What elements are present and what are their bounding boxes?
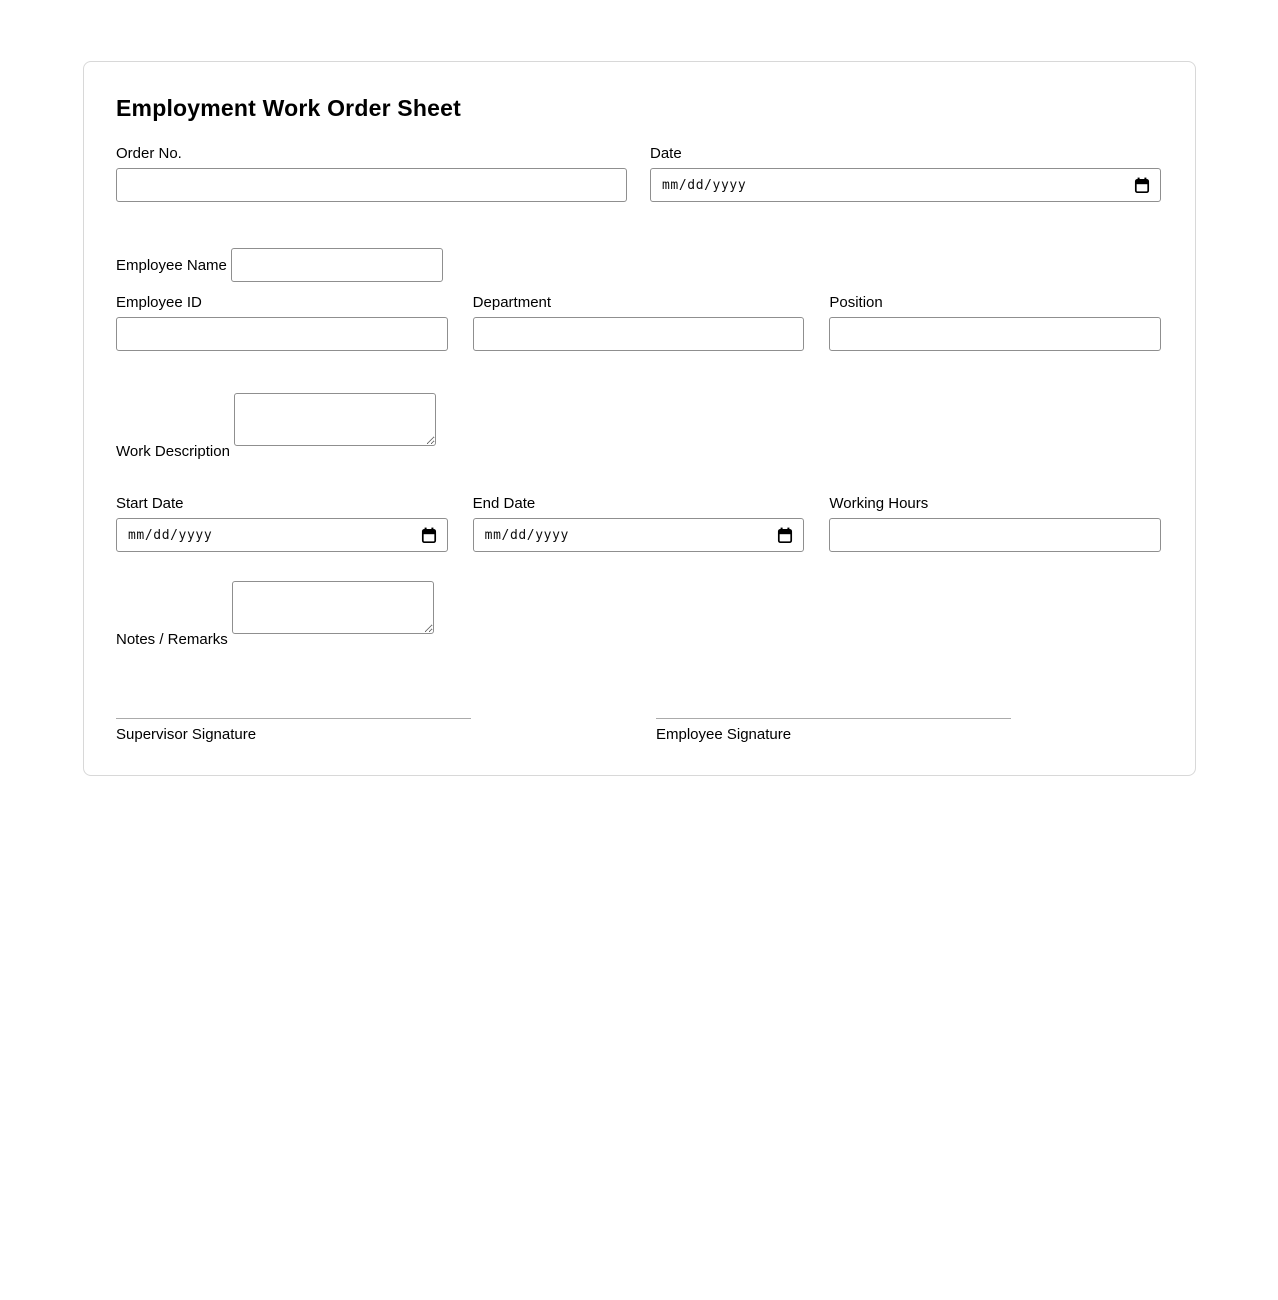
date-label: Date <box>650 145 682 163</box>
employee-name-input[interactable] <box>231 248 443 282</box>
employee-name-label: Employee Name <box>116 256 227 274</box>
calendar-icon[interactable] <box>1134 177 1150 194</box>
order-date-row <box>116 145 1161 202</box>
order-no-label: Order No. <box>116 145 182 163</box>
start-date-label: Start Date <box>116 495 184 513</box>
end-date-input[interactable] <box>473 518 805 552</box>
signatures-row <box>116 718 1161 743</box>
position-label: Position <box>829 294 883 312</box>
calendar-icon[interactable] <box>777 527 793 544</box>
employee-id-field-group <box>116 294 448 351</box>
date-field-group <box>650 145 1161 202</box>
notes-label: Notes / Remarks <box>116 631 228 649</box>
date-input[interactable] <box>650 168 1161 202</box>
employee-id-label: Employee ID <box>116 294 202 312</box>
work-description-textarea[interactable] <box>234 393 436 446</box>
date-placeholder: mm/dd/yyyy <box>662 177 747 193</box>
position-field-group <box>829 294 1161 351</box>
work-description-row <box>116 393 1161 461</box>
work-order-form-card <box>83 61 1196 776</box>
start-date-field-group <box>116 495 448 552</box>
id-department-position-row <box>116 294 1161 351</box>
employee-name-row <box>116 248 1161 282</box>
order-no-field-group <box>116 145 627 202</box>
working-hours-input[interactable] <box>829 518 1161 552</box>
end-date-placeholder: mm/dd/yyyy <box>484 527 569 543</box>
department-field-group <box>473 294 805 351</box>
employee-id-input[interactable] <box>116 317 448 351</box>
order-no-input[interactable] <box>116 168 627 202</box>
calendar-icon[interactable] <box>421 527 437 544</box>
notes-textarea[interactable] <box>232 581 434 634</box>
end-date-field-group <box>473 495 805 552</box>
employee-signature-line <box>656 718 1011 719</box>
employee-signature-label: Employee Signature <box>656 726 792 744</box>
working-hours-field-group <box>829 495 1161 552</box>
work-description-label: Work Description <box>116 443 230 461</box>
department-input[interactable] <box>473 317 805 351</box>
supervisor-signature-label: Supervisor Signature <box>116 726 257 744</box>
position-input[interactable] <box>829 317 1161 351</box>
supervisor-signature-line <box>116 718 471 719</box>
start-date-input[interactable] <box>116 518 448 552</box>
start-date-placeholder: mm/dd/yyyy <box>128 527 213 543</box>
employee-signature-block <box>656 718 1011 743</box>
end-date-label: End Date <box>472 495 536 513</box>
department-label: Department <box>472 294 552 312</box>
page-title: Employment Work Order Sheet <box>116 95 461 121</box>
supervisor-signature-block <box>116 718 471 743</box>
working-hours-label: Working Hours <box>829 495 929 513</box>
notes-row <box>116 581 1161 649</box>
dates-hours-row <box>116 495 1161 552</box>
